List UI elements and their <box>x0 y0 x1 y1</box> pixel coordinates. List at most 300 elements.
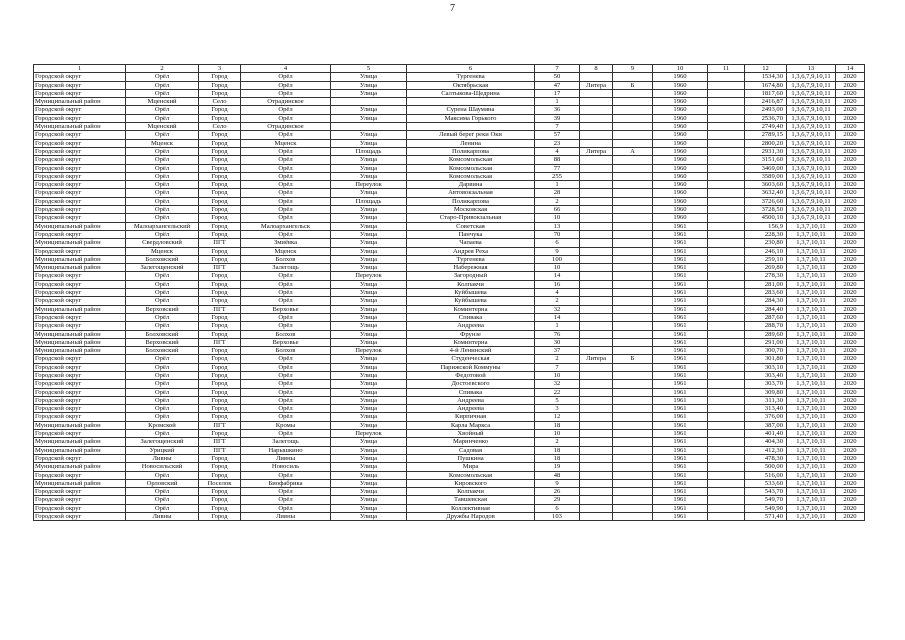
column-11-cell <box>708 438 745 446</box>
building-letter-cell <box>613 139 653 147</box>
municipality-type-cell: Городской округ <box>34 206 126 214</box>
area-value-cell: 549,90 <box>745 504 787 512</box>
build-year-cell: 1960 <box>653 164 708 172</box>
settlement-name-cell: Орёл <box>241 297 331 305</box>
municipality-type-cell: Городской округ <box>34 363 126 371</box>
building-letter-label-cell <box>580 454 613 462</box>
table-row <box>34 222 865 230</box>
work-types-cell: 1,3,6,7,9,10,11 <box>787 214 836 222</box>
street-name-cell <box>407 98 535 106</box>
building-letter-label-cell <box>580 413 613 421</box>
municipality-name-cell: Болховский <box>126 255 199 263</box>
street-name-cell: Достоевского <box>407 380 535 388</box>
area-value-cell: 2749,40 <box>745 123 787 131</box>
building-letter-label-cell <box>580 255 613 263</box>
building-letter-label-cell <box>580 297 613 305</box>
column-11-cell <box>708 488 745 496</box>
build-year-cell: 1960 <box>653 123 708 131</box>
street-name-cell: Сурена Шаумяна <box>407 106 535 114</box>
municipality-name-cell: Болховский <box>126 330 199 338</box>
work-types-cell: 1,3,6,7,9,10,11 <box>787 81 836 89</box>
work-types-cell: 1,3,7,10,11 <box>787 446 836 454</box>
building-letter-cell <box>613 454 653 462</box>
table-row <box>34 438 865 446</box>
municipality-type-cell: Муниципальный район <box>34 330 126 338</box>
municipality-type-cell: Муниципальный район <box>34 255 126 263</box>
settlement-name-cell: Болхов <box>241 330 331 338</box>
table-row <box>34 363 865 371</box>
column-11-cell <box>708 347 745 355</box>
plan-year-cell: 2020 <box>836 222 865 230</box>
build-year-cell: 1961 <box>653 222 708 230</box>
column-11-cell <box>708 322 745 330</box>
municipality-name-cell: Орёл <box>126 430 199 438</box>
column-11-cell <box>708 139 745 147</box>
work-types-cell: 1,3,7,10,11 <box>787 471 836 479</box>
municipality-type-cell: Городской округ <box>34 89 126 97</box>
street-type-cell: Улица <box>331 371 407 379</box>
municipality-type-cell: Городской округ <box>34 214 126 222</box>
street-name-cell: Пушкина <box>407 454 535 462</box>
build-year-cell: 1960 <box>653 206 708 214</box>
area-value-cell: 313,40 <box>745 405 787 413</box>
table-row <box>34 114 865 122</box>
street-name-cell: Андрея Реха <box>407 247 535 255</box>
municipality-name-cell: Орёл <box>126 388 199 396</box>
street-name-cell: Спивака <box>407 313 535 321</box>
area-value-cell: 278,30 <box>745 272 787 280</box>
column-11-cell <box>708 430 745 438</box>
column-11-cell <box>708 454 745 462</box>
street-name-cell: Коминтерна <box>407 338 535 346</box>
settlement-type-cell: Город <box>199 255 241 263</box>
municipality-name-cell: Орёл <box>126 230 199 238</box>
work-types-cell: 1,3,7,10,11 <box>787 388 836 396</box>
municipality-type-cell: Городской округ <box>34 131 126 139</box>
municipality-name-cell: Орёл <box>126 197 199 205</box>
municipality-type-cell: Городской округ <box>34 504 126 512</box>
municipality-type-cell: Городской округ <box>34 413 126 421</box>
building-letter-cell <box>613 247 653 255</box>
street-name-cell: Андреева <box>407 396 535 404</box>
table-row <box>34 330 865 338</box>
column-11-cell <box>708 172 745 180</box>
settlement-type-cell: Город <box>199 388 241 396</box>
work-types-cell: 1,3,7,10,11 <box>787 305 836 313</box>
municipality-name-cell: Ливны <box>126 513 199 521</box>
table-row <box>34 147 865 155</box>
house-number-cell: 18 <box>535 421 580 429</box>
municipality-type-cell: Городской округ <box>34 396 126 404</box>
column-11-cell <box>708 98 745 106</box>
municipality-type-cell: Городской округ <box>34 81 126 89</box>
plan-year-cell: 2020 <box>836 289 865 297</box>
settlement-name-cell: Залегощь <box>241 264 331 272</box>
municipality-name-cell: Орёл <box>126 106 199 114</box>
building-letter-cell <box>613 73 653 81</box>
table-row <box>34 430 865 438</box>
settlement-name-cell: Орёл <box>241 164 331 172</box>
work-types-cell: 1,3,6,7,9,10,11 <box>787 197 836 205</box>
build-year-cell: 1961 <box>653 396 708 404</box>
settlement-type-cell: Город <box>199 181 241 189</box>
settlement-name-cell: Орёл <box>241 172 331 180</box>
work-types-cell: 1,3,7,10,11 <box>787 297 836 305</box>
table-row <box>34 405 865 413</box>
street-type-cell: Улица <box>331 488 407 496</box>
house-number-cell: 1 <box>535 322 580 330</box>
plan-year-cell: 2020 <box>836 438 865 446</box>
work-types-cell: 1,3,6,7,9,10,11 <box>787 89 836 97</box>
municipality-name-cell: Орёл <box>126 131 199 139</box>
street-type-cell: Улица <box>331 338 407 346</box>
house-number-cell: 26 <box>535 488 580 496</box>
table-row <box>34 463 865 471</box>
building-letter-label-cell: Литера <box>580 81 613 89</box>
build-year-cell: 1960 <box>653 189 708 197</box>
table-row <box>34 471 865 479</box>
house-number-cell: 76 <box>535 330 580 338</box>
house-number-cell: 36 <box>535 106 580 114</box>
settlement-type-cell: ПГТ <box>199 338 241 346</box>
area-value-cell: 401,40 <box>745 430 787 438</box>
work-types-cell: 1,3,7,10,11 <box>787 371 836 379</box>
column-11-cell <box>708 222 745 230</box>
plan-year-cell: 2020 <box>836 371 865 379</box>
plan-year-cell: 2020 <box>836 255 865 263</box>
street-name-cell: Федотовой <box>407 371 535 379</box>
settlement-type-cell: Город <box>199 488 241 496</box>
street-name-cell <box>407 123 535 131</box>
municipality-name-cell: Болховский <box>126 347 199 355</box>
settlement-name-cell: Болхов <box>241 255 331 263</box>
municipality-type-cell: Городской округ <box>34 297 126 305</box>
municipality-type-cell: Городской округ <box>34 156 126 164</box>
municipality-name-cell: Орёл <box>126 313 199 321</box>
area-value-cell: 300,70 <box>745 347 787 355</box>
municipality-type-cell: Муниципальный район <box>34 98 126 106</box>
settlement-name-cell: Верховье <box>241 305 331 313</box>
column-11-cell <box>708 479 745 487</box>
building-letter-label-cell <box>580 479 613 487</box>
house-number-cell: 14 <box>535 272 580 280</box>
table-row <box>34 247 865 255</box>
municipality-type-cell: Городской округ <box>34 313 126 321</box>
settlement-type-cell: Город <box>199 504 241 512</box>
building-letter-cell <box>613 446 653 454</box>
settlement-name-cell: Орёл <box>241 355 331 363</box>
house-number-cell: 12 <box>535 413 580 421</box>
building-letter-label-cell <box>580 156 613 164</box>
house-number-cell: 6 <box>535 504 580 512</box>
work-types-cell: 1,3,6,7,9,10,11 <box>787 73 836 81</box>
table-row <box>34 214 865 222</box>
street-name-cell: Ленина <box>407 139 535 147</box>
settlement-type-cell: Город <box>199 73 241 81</box>
building-letter-label-cell <box>580 172 613 180</box>
building-letter-cell <box>613 264 653 272</box>
work-types-cell: 1,3,7,10,11 <box>787 488 836 496</box>
street-name-cell: Тургенева <box>407 73 535 81</box>
building-letter-label-cell <box>580 305 613 313</box>
street-name-cell: Колпакчи <box>407 280 535 288</box>
settlement-type-cell: Город <box>199 106 241 114</box>
column-11-cell <box>708 81 745 89</box>
column-11-cell <box>708 496 745 504</box>
street-name-cell: Парижской Коммуны <box>407 363 535 371</box>
municipality-type-cell: Муниципальный район <box>34 123 126 131</box>
building-letter-label-cell <box>580 363 613 371</box>
work-types-cell: 1,3,6,7,9,10,11 <box>787 181 836 189</box>
build-year-cell: 1960 <box>653 147 708 155</box>
column-11-cell <box>708 264 745 272</box>
settlement-name-cell: Болхов <box>241 347 331 355</box>
column-11-cell <box>708 206 745 214</box>
table-row <box>34 504 865 512</box>
municipality-type-cell: Городской округ <box>34 471 126 479</box>
table-row <box>34 197 865 205</box>
house-number-cell: 50 <box>535 73 580 81</box>
street-type-cell: Улица <box>331 164 407 172</box>
build-year-cell: 1961 <box>653 305 708 313</box>
plan-year-cell: 2020 <box>836 355 865 363</box>
house-number-cell: 37 <box>535 347 580 355</box>
table-row <box>34 388 865 396</box>
building-letter-label-cell <box>580 123 613 131</box>
building-letter-cell <box>613 463 653 471</box>
house-number-cell: 57 <box>535 131 580 139</box>
house-number-cell: 10 <box>535 430 580 438</box>
municipality-name-cell: Залегощенский <box>126 264 199 272</box>
street-type-cell: Улица <box>331 405 407 413</box>
building-letter-cell: А <box>613 147 653 155</box>
area-value-cell: 281,00 <box>745 280 787 288</box>
build-year-cell: 1960 <box>653 81 708 89</box>
column-11-cell <box>708 247 745 255</box>
municipality-name-cell: Урицкий <box>126 446 199 454</box>
column-11-cell <box>708 189 745 197</box>
plan-year-cell: 2020 <box>836 479 865 487</box>
settlement-name-cell: Орёл <box>241 396 331 404</box>
build-year-cell: 1960 <box>653 106 708 114</box>
work-types-cell: 1,3,7,10,11 <box>787 396 836 404</box>
column-11-cell <box>708 363 745 371</box>
street-name-cell: Максима Горького <box>407 114 535 122</box>
plan-year-cell: 2020 <box>836 297 865 305</box>
building-letter-label-cell <box>580 446 613 454</box>
column-11-cell <box>708 114 745 122</box>
build-year-cell: 1961 <box>653 338 708 346</box>
settlement-type-cell: Город <box>199 454 241 462</box>
table-row <box>34 172 865 180</box>
building-letter-cell <box>613 371 653 379</box>
settlement-name-cell: Мценск <box>241 139 331 147</box>
area-value-cell: 404,30 <box>745 438 787 446</box>
street-type-cell: Улица <box>331 264 407 272</box>
plan-year-cell: 2020 <box>836 147 865 155</box>
plan-year-cell: 2020 <box>836 488 865 496</box>
plan-year-cell: 2020 <box>836 123 865 131</box>
settlement-name-cell: Орёл <box>241 280 331 288</box>
street-type-cell: Улица <box>331 81 407 89</box>
municipality-type-cell: Городской округ <box>34 289 126 297</box>
work-types-cell: 1,3,7,10,11 <box>787 413 836 421</box>
municipality-type-cell: Городской округ <box>34 405 126 413</box>
settlement-name-cell: Орёл <box>241 371 331 379</box>
house-number-cell: 7 <box>535 123 580 131</box>
settlement-name-cell: Залегощь <box>241 438 331 446</box>
table-row <box>34 488 865 496</box>
column-11-cell <box>708 338 745 346</box>
table-row <box>34 131 865 139</box>
municipality-name-cell: Орёл <box>126 81 199 89</box>
work-types-cell: 1,3,7,10,11 <box>787 322 836 330</box>
build-year-cell: 1961 <box>653 430 708 438</box>
column-11-cell <box>708 313 745 321</box>
table-row <box>34 255 865 263</box>
area-value-cell: 303,10 <box>745 363 787 371</box>
plan-year-cell: 2020 <box>836 247 865 255</box>
house-number-cell: 1 <box>535 98 580 106</box>
house-number-cell: 1 <box>535 181 580 189</box>
column-number: 10 <box>653 65 708 73</box>
street-type-cell: Улица <box>331 363 407 371</box>
settlement-name-cell: Орёл <box>241 181 331 189</box>
plan-year-cell: 2020 <box>836 81 865 89</box>
building-letter-label-cell <box>580 206 613 214</box>
column-number: 5 <box>331 65 407 73</box>
work-types-cell: 1,3,6,7,9,10,11 <box>787 139 836 147</box>
house-number-cell: 5 <box>535 396 580 404</box>
house-number-cell: 17 <box>535 89 580 97</box>
building-letter-label-cell <box>580 471 613 479</box>
column-11-cell <box>708 106 745 114</box>
building-letter-label-cell <box>580 504 613 512</box>
street-type-cell: Улица <box>331 463 407 471</box>
house-number-cell: 2 <box>535 438 580 446</box>
column-11-cell <box>708 272 745 280</box>
building-letter-cell <box>613 206 653 214</box>
municipality-type-cell: Муниципальный район <box>34 222 126 230</box>
area-value-cell: 284,30 <box>745 297 787 305</box>
house-number-cell: 4 <box>535 147 580 155</box>
area-value-cell: 478,30 <box>745 454 787 462</box>
area-value-cell: 1674,80 <box>745 81 787 89</box>
house-number-cell: 28 <box>535 189 580 197</box>
settlement-type-cell: ПГТ <box>199 239 241 247</box>
house-number-cell: 10 <box>535 214 580 222</box>
building-letter-label-cell <box>580 513 613 521</box>
column-11-cell <box>708 421 745 429</box>
building-letter-label-cell: Литера <box>580 355 613 363</box>
table-row <box>34 454 865 462</box>
house-number-cell: 32 <box>535 380 580 388</box>
table-row <box>34 322 865 330</box>
settlement-type-cell: ПГТ <box>199 421 241 429</box>
settlement-name-cell: Орёл <box>241 488 331 496</box>
building-letter-cell <box>613 172 653 180</box>
municipality-type-cell: Муниципальный район <box>34 347 126 355</box>
building-letter-label-cell <box>580 347 613 355</box>
municipality-type-cell: Городской округ <box>34 430 126 438</box>
build-year-cell: 1961 <box>653 454 708 462</box>
municipality-type-cell: Городской округ <box>34 197 126 205</box>
settlement-name-cell: Орёл <box>241 413 331 421</box>
building-letter-label-cell <box>580 463 613 471</box>
area-value-cell: 3469,00 <box>745 164 787 172</box>
municipality-type-cell: Городской округ <box>34 139 126 147</box>
municipality-type-cell: Городской округ <box>34 496 126 504</box>
plan-year-cell: 2020 <box>836 396 865 404</box>
settlement-type-cell: Город <box>199 463 241 471</box>
building-letter-cell <box>613 255 653 263</box>
settlement-name-cell: Орёл <box>241 363 331 371</box>
build-year-cell: 1961 <box>653 255 708 263</box>
municipality-type-cell: Городской округ <box>34 454 126 462</box>
column-number: 1 <box>34 65 126 73</box>
column-number: 8 <box>580 65 613 73</box>
municipality-name-cell: Орёл <box>126 380 199 388</box>
building-letter-cell <box>613 513 653 521</box>
building-letter-cell <box>613 89 653 97</box>
area-value-cell: 2800,20 <box>745 139 787 147</box>
building-letter-label-cell <box>580 89 613 97</box>
street-type-cell: Улица <box>331 247 407 255</box>
street-type-cell: Улица <box>331 89 407 97</box>
settlement-type-cell: Город <box>199 380 241 388</box>
table-row <box>34 413 865 421</box>
settlement-type-cell: Город <box>199 471 241 479</box>
settlement-type-cell: ПГТ <box>199 446 241 454</box>
plan-year-cell: 2020 <box>836 347 865 355</box>
area-value-cell: 549,70 <box>745 496 787 504</box>
work-types-cell: 1,3,7,10,11 <box>787 255 836 263</box>
column-11-cell <box>708 156 745 164</box>
area-value-cell: 500,00 <box>745 463 787 471</box>
area-value-cell: 230,80 <box>745 239 787 247</box>
column-11-cell <box>708 305 745 313</box>
municipality-type-cell: Муниципальный район <box>34 463 126 471</box>
house-number-cell: 29 <box>535 496 580 504</box>
table-row <box>34 206 865 214</box>
building-letter-cell <box>613 280 653 288</box>
area-value-cell: 1534,30 <box>745 73 787 81</box>
building-letter-cell <box>613 330 653 338</box>
plan-year-cell: 2020 <box>836 430 865 438</box>
street-name-cell: Поликарпова <box>407 197 535 205</box>
area-value-cell: 387,00 <box>745 421 787 429</box>
build-year-cell: 1960 <box>653 131 708 139</box>
municipality-name-cell: Орёл <box>126 272 199 280</box>
building-letter-label-cell <box>580 371 613 379</box>
building-letter-cell <box>613 471 653 479</box>
settlement-type-cell: Город <box>199 222 241 230</box>
municipality-type-cell: Городской округ <box>34 230 126 238</box>
area-value-cell: 3151,60 <box>745 156 787 164</box>
table-row <box>34 396 865 404</box>
column-11-cell <box>708 380 745 388</box>
work-types-cell: 1,3,7,10,11 <box>787 479 836 487</box>
table-row <box>34 123 865 131</box>
work-types-cell: 1,3,7,10,11 <box>787 272 836 280</box>
municipality-type-cell: Городской округ <box>34 272 126 280</box>
municipality-name-cell: Новосильский <box>126 463 199 471</box>
street-name-cell: Садовая <box>407 446 535 454</box>
plan-year-cell: 2020 <box>836 496 865 504</box>
street-name-cell: Левый берег реки Оки <box>407 131 535 139</box>
settlement-name-cell: Орёл <box>241 131 331 139</box>
street-type-cell: Улица <box>331 255 407 263</box>
